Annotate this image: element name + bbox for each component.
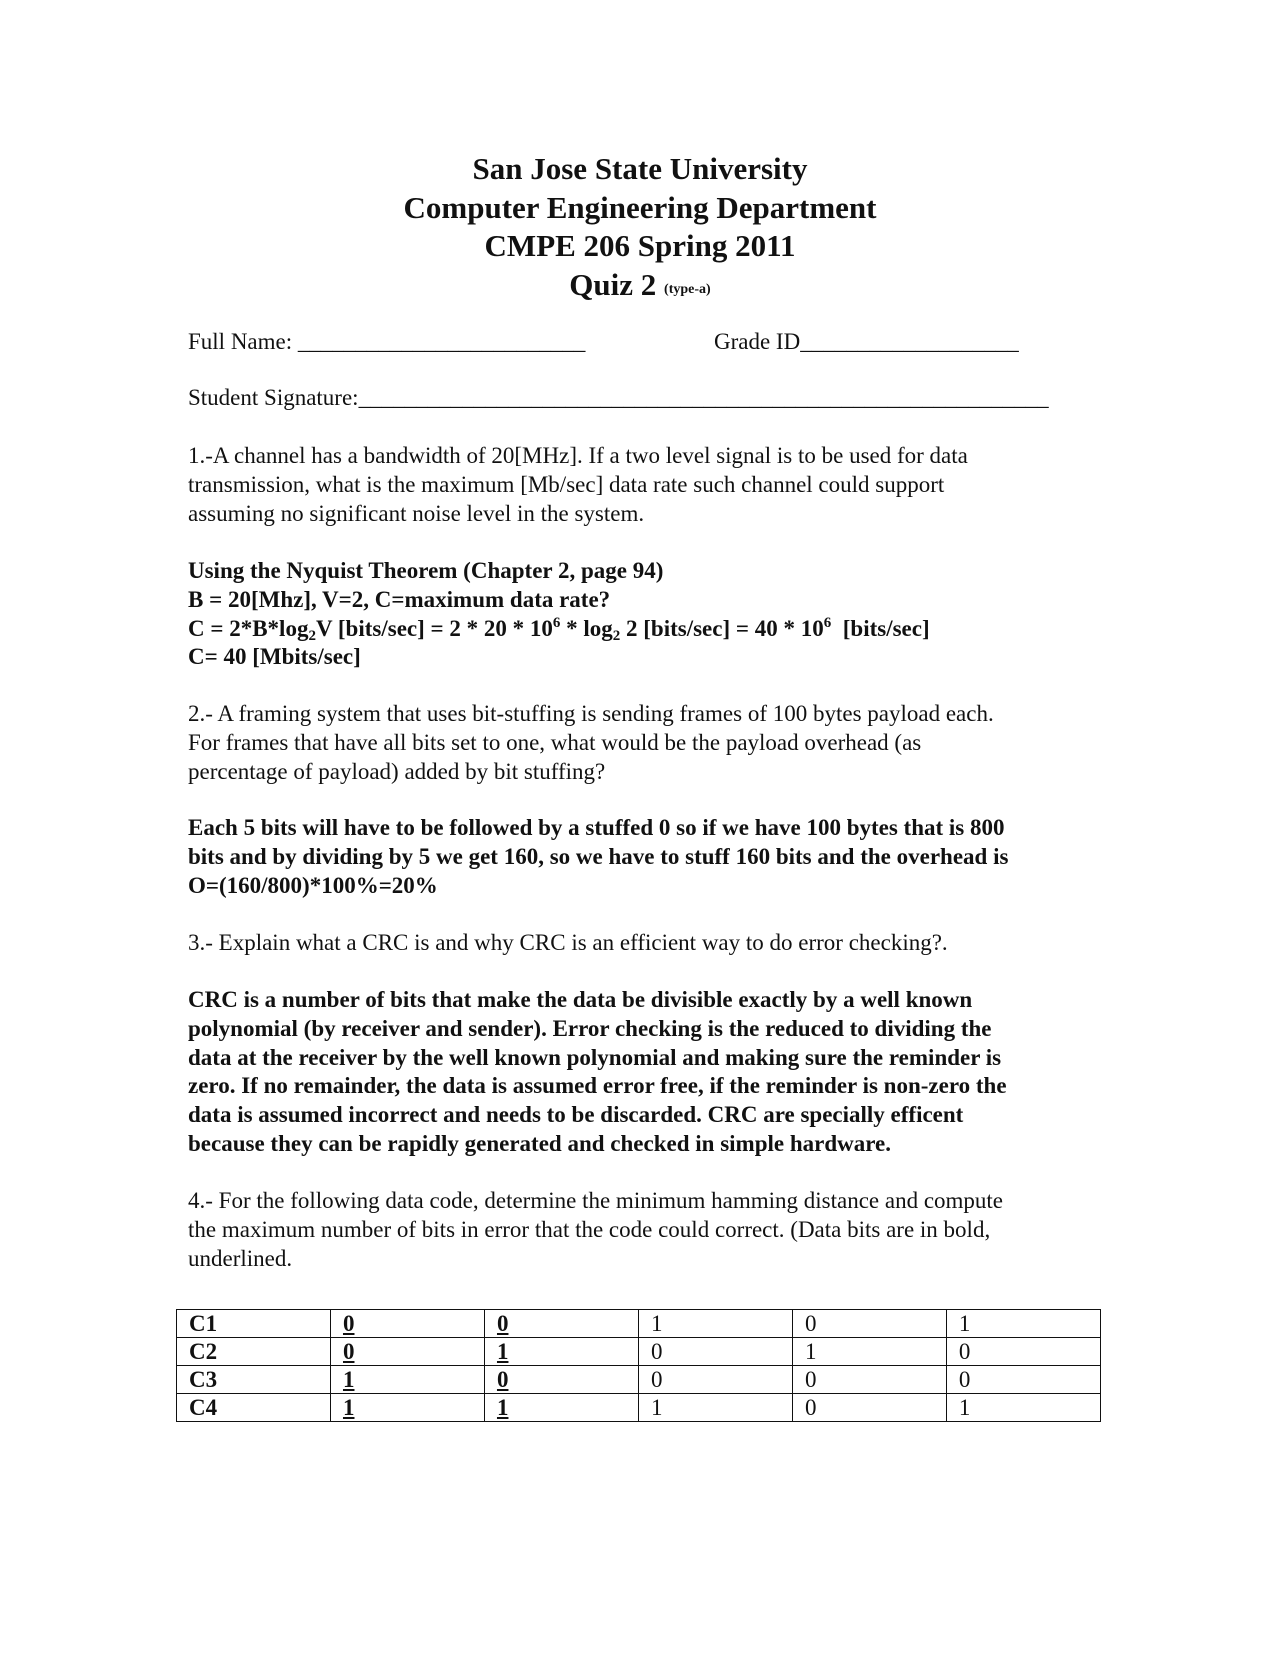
department-name: Computer Engineering Department [403, 189, 877, 225]
signature-field: Student Signature:____________________________________________________________ [188, 385, 1049, 410]
answer-1-formula [188, 615, 1108, 644]
parity-bit-cell: 0 [792, 1310, 946, 1338]
answer-3 [188, 986, 1108, 1159]
question-2-line: 2.- A framing system that uses bit-stuffing is sending frames of 100 bytes payload each. [188, 701, 994, 726]
data-bit-cell: 0 [484, 1310, 638, 1338]
answer-1-line: C= 40 [Mbits/sec] [188, 644, 361, 670]
quiz-title [0, 266, 1280, 310]
question-2-line: percentage of payload) added by bit stuffing? [188, 758, 606, 784]
codeword-label: C4 [177, 1394, 331, 1422]
formula-part: V [bits/sec] = 2 * 20 * 10 [315, 615, 553, 641]
parity-bit-cell: 1 [638, 1394, 792, 1422]
answer-1-line: Using the Nyquist Theorem (Chapter 2, page 94) [188, 558, 664, 583]
formula-superscript: 6 [823, 614, 832, 631]
answer-3-line: data at the receiver by the well known polynomial and making sure the reminder is [188, 1044, 1002, 1070]
question-4-line: the maximum number of bits in error that the code could correct. (Data bits are in bold, [188, 1216, 991, 1242]
parity-bit-cell: 1 [638, 1310, 792, 1338]
question-1-line: 1.-A channel has a bandwidth of 20[MHz]. If a two level signal is to be used for data [188, 443, 968, 468]
answer-3-line: zero. If no remainder, the data is assumed error free, if the reminder is non-zero the [188, 1073, 1007, 1099]
data-bit-cell: 1 [330, 1394, 484, 1422]
question-3-line: 3.- Explain what a CRC is and why CRC is an efficient way to do error checking?. [188, 930, 948, 955]
answer-3-line: polynomial (by receiver and sender). Error checking is the reduced to dividing the [188, 1015, 992, 1041]
data-bit-cell: 0 [330, 1310, 484, 1338]
answer-3-line: because they can be rapidly generated and checked in simple hardware. [188, 1130, 891, 1156]
question-4 [188, 1187, 1108, 1273]
formula-part: 2 [bits/sec] = 40 * 10 [620, 615, 824, 641]
question-4-line: 4.- For the following data code, determine the minimum hamming distance and compute [188, 1188, 1004, 1213]
parity-bit-cell: 1 [946, 1394, 1100, 1422]
formula-superscript: 6 [552, 614, 561, 631]
quiz-type: (type-a) [664, 281, 711, 297]
university-name: San Jose State University [472, 151, 808, 186]
question-1-line: assuming no significant noise level in the system. [188, 500, 645, 526]
question-3 [188, 929, 1108, 958]
question-2 [188, 700, 1108, 786]
answer-3-line: data is assumed incorrect and needs to be discarded. CRC are specially efficent [188, 1102, 964, 1128]
parity-bit-cell: 0 [946, 1338, 1100, 1366]
table-row [177, 1310, 1101, 1338]
answer-1-line: B = 20[Mhz], V=2, C=maximum data rate? [188, 586, 611, 612]
formula-subscript: 2 [308, 627, 316, 644]
codeword-label: C3 [177, 1366, 331, 1394]
answer-2-line: bits and by dividing by 5 we get 160, so we have to stuff 160 bits and the overhead is [188, 843, 1009, 869]
data-bit-cell: 1 [484, 1394, 638, 1422]
question-1-line: transmission, what is the maximum [Mb/sec] data rate such channel could support [188, 471, 945, 497]
formula-part: C = 2*B*log [188, 615, 309, 641]
answer-3-line: CRC is a number of bits that make the data be divisible exactly by a well known [188, 987, 973, 1012]
table-row [177, 1366, 1101, 1394]
parity-bit-cell: 0 [638, 1338, 792, 1366]
answer-2-line: O=(160/800)*100%=20% [188, 872, 438, 898]
quiz-name: Quiz 2 [569, 266, 657, 302]
parity-bit-cell: 0 [946, 1366, 1100, 1394]
full-name-field: Full Name: _________________________ [188, 329, 586, 354]
data-bit-cell: 1 [330, 1366, 484, 1394]
grade-id-field: Grade ID___________________ [714, 329, 1019, 354]
data-bit-cell: 1 [484, 1338, 638, 1366]
document-header [0, 150, 1280, 309]
parity-bit-cell: 1 [946, 1310, 1100, 1338]
answer-2-line: Each 5 bits will have to be followed by a stuffed 0 so if we have 100 bytes that is 800 [188, 815, 1005, 840]
codeword-label: C2 [177, 1338, 331, 1366]
course-title: CMPE 206 Spring 2011 [484, 228, 796, 263]
table-row [177, 1394, 1101, 1422]
formula-part: [bits/sec] [831, 615, 930, 641]
parity-bit-cell: 1 [792, 1338, 946, 1366]
parity-bit-cell: 0 [792, 1394, 946, 1422]
code-table [176, 1309, 1101, 1422]
question-2-line: For frames that have all bits set to one, what would be the payload overhead (as [188, 729, 922, 755]
parity-bit-cell: 0 [792, 1366, 946, 1394]
data-bit-cell: 0 [330, 1338, 484, 1366]
table-row [177, 1338, 1101, 1366]
question-1 [188, 442, 1108, 528]
data-bit-cell: 0 [484, 1366, 638, 1394]
answer-2 [188, 814, 1108, 900]
formula-part: * log [560, 615, 613, 641]
question-4-line: underlined. [188, 1245, 293, 1271]
answer-1 [188, 557, 1108, 672]
parity-bit-cell: 0 [638, 1366, 792, 1394]
formula-subscript: 2 [612, 627, 621, 644]
codeword-label: C1 [177, 1310, 331, 1338]
